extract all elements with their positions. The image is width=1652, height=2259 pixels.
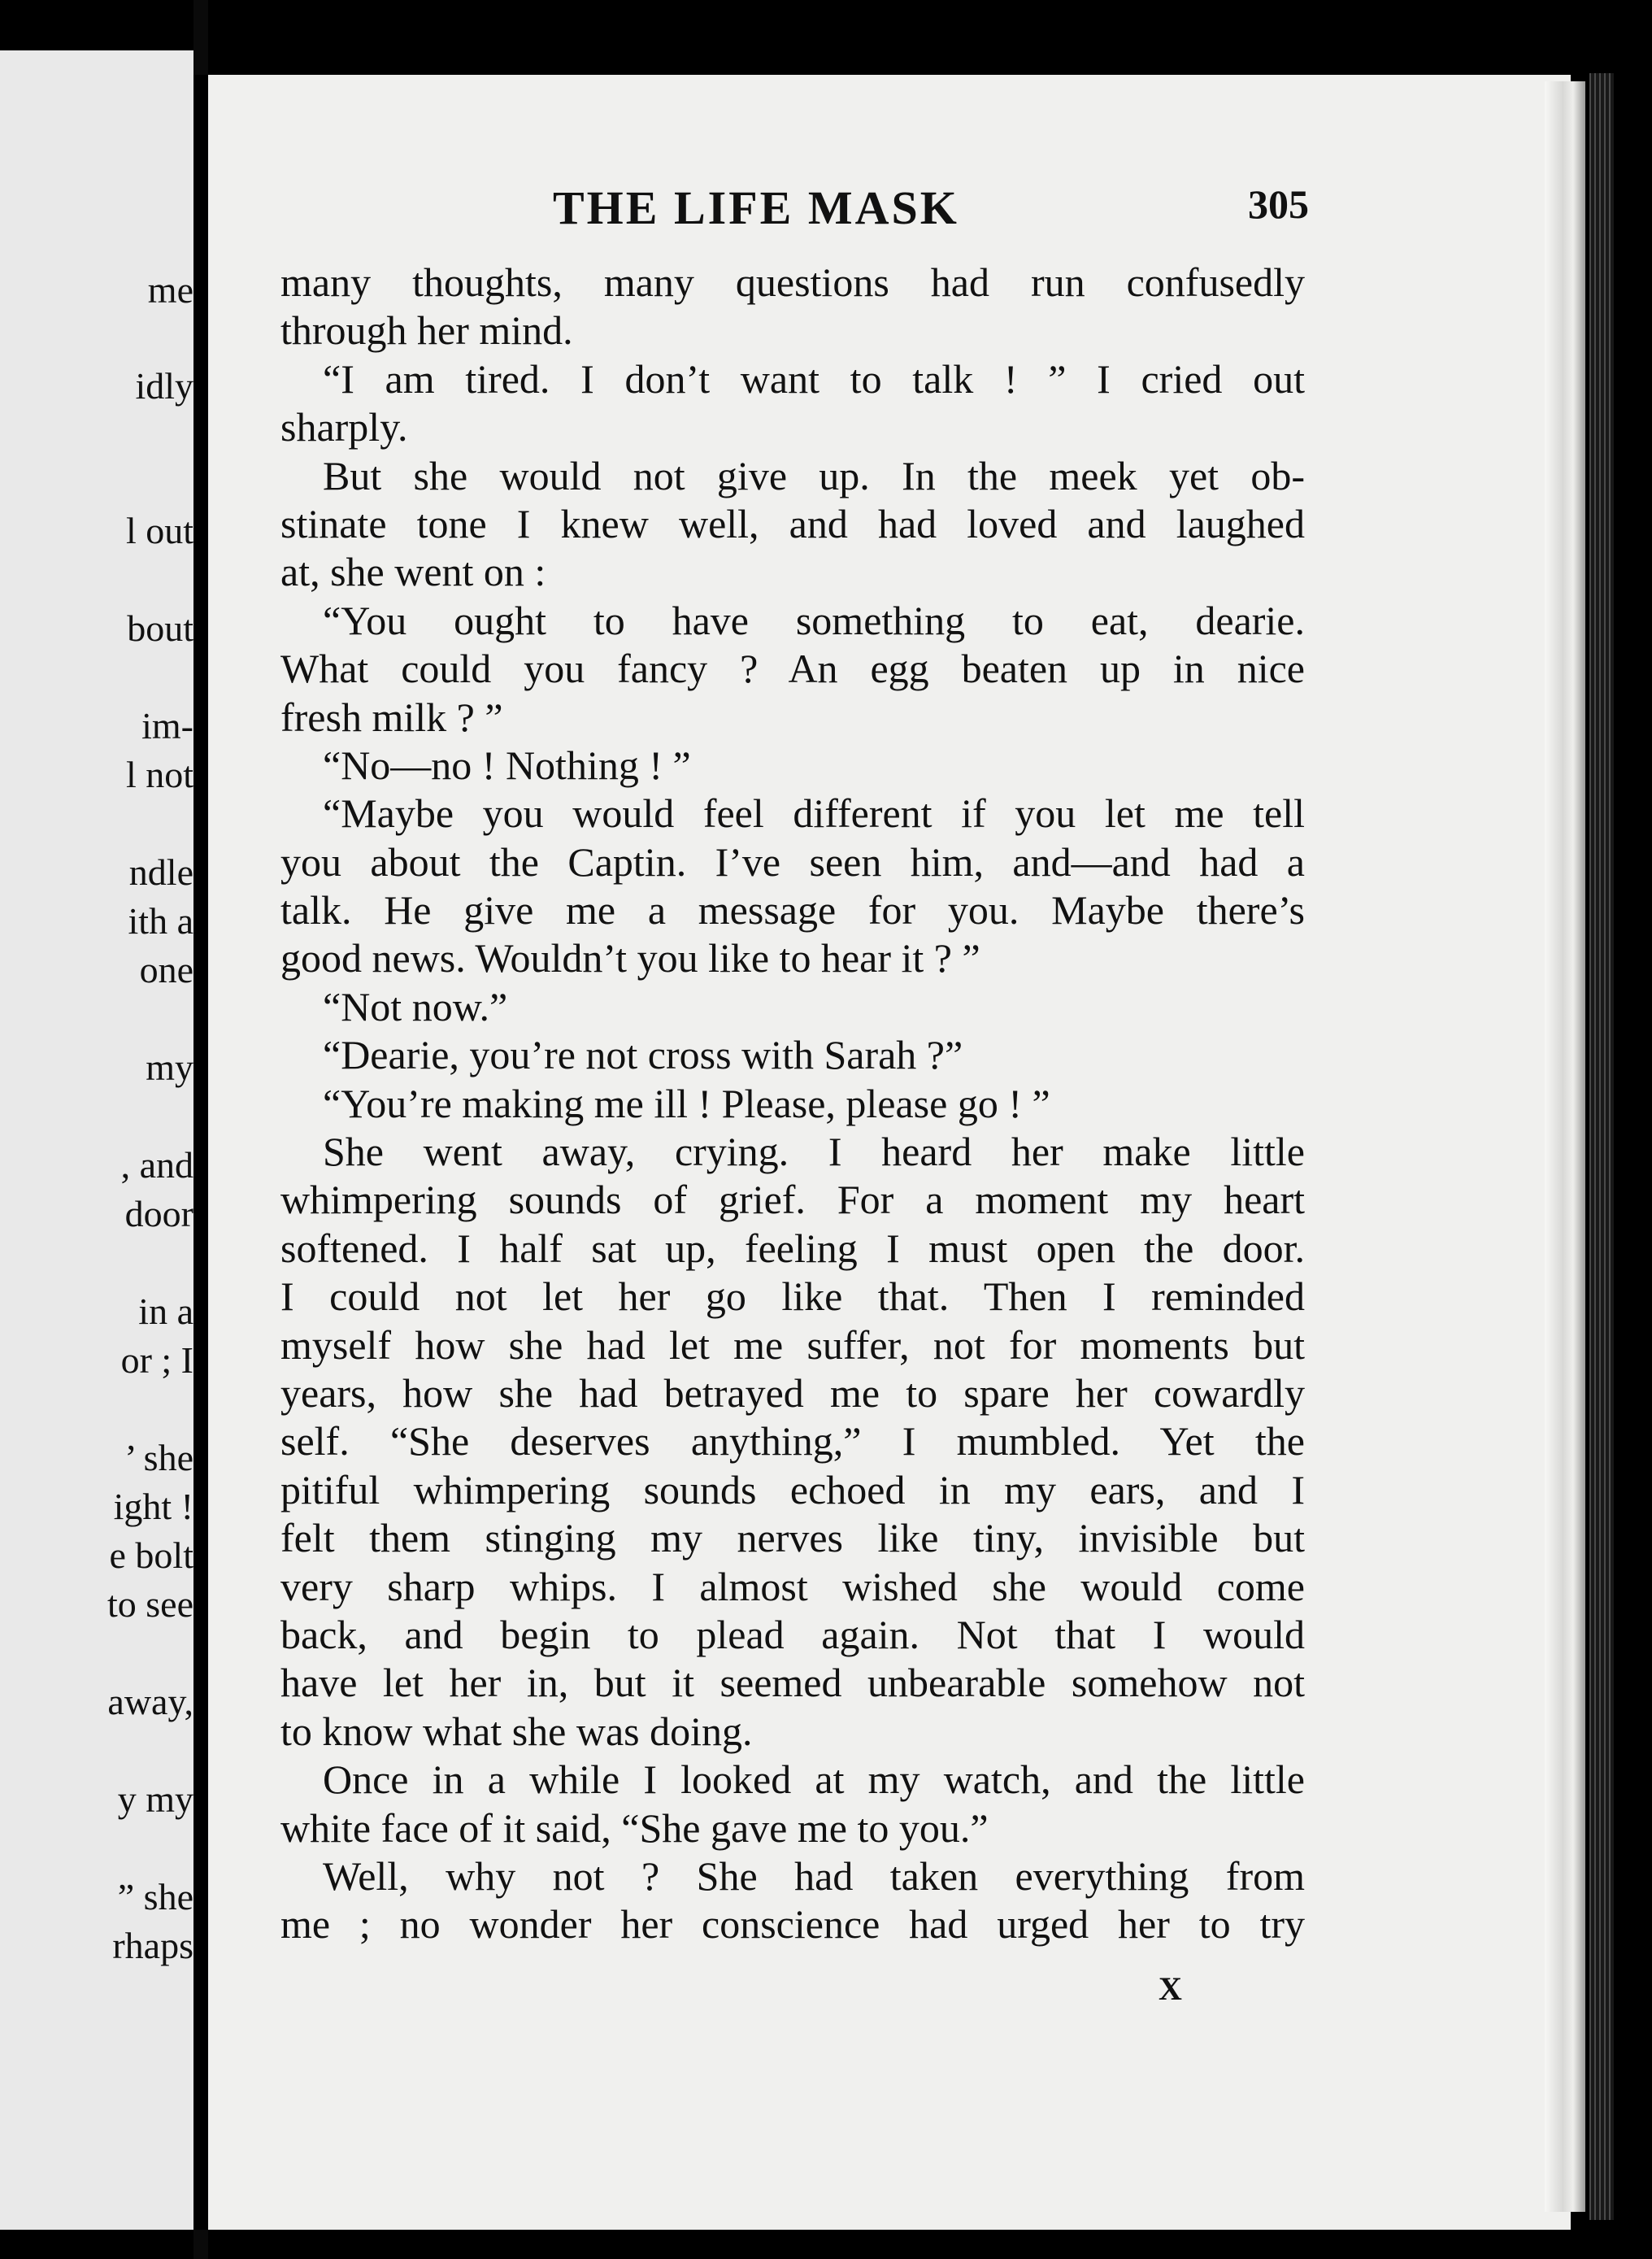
- signature-mark: X: [1159, 1970, 1182, 2007]
- text-line: “I am tired. I don’t want to talk ! ” I cried out: [323, 355, 1305, 402]
- text-line: myself how she had let me suffer, not for moments but: [280, 1321, 1305, 1368]
- text-line: I could not let her go like that. Then I reminded: [280, 1273, 1305, 1320]
- facing-page-line: ” she: [117, 1876, 193, 1917]
- text-line: to know what she was doing.: [280, 1708, 753, 1754]
- page-number: 305: [1248, 181, 1309, 227]
- book-edge-lines: [1589, 73, 1614, 2220]
- text-line: talk. He give me a message for you. Maybe there’s: [280, 887, 1305, 934]
- text-line: softened. I half sat up, feeling I must open the door.: [280, 1225, 1305, 1271]
- facing-page-line: rhaps: [112, 1925, 193, 1966]
- text-line: good news. Wouldn’t you like to hear it ? ”: [280, 935, 980, 982]
- facing-page-line: ’ she: [124, 1437, 193, 1478]
- text-line: many thoughts, many questions had run confusedly: [280, 259, 1305, 305]
- text-line: whimpering sounds of grief. For a moment my heart: [280, 1177, 1305, 1223]
- text-line: Well, why not ? She had taken everything from: [323, 1852, 1305, 1899]
- text-line: Once in a while I looked at my watch, and the little: [323, 1756, 1305, 1803]
- text-line: She went away, crying. I heard her make little: [323, 1129, 1305, 1175]
- text-line: “Dearie, you’re not cross with Sarah ?”: [323, 1032, 963, 1078]
- text-line: But she would not give up. In the meek yet ob-: [323, 452, 1305, 498]
- facing-page-line: my: [146, 1047, 193, 1088]
- text-line: “You’re making me ill ! Please, please go ! ”: [323, 1080, 1050, 1126]
- facing-page-line: ight !: [113, 1486, 193, 1527]
- text-line: “No—no ! Nothing ! ”: [323, 742, 691, 788]
- text-line: felt them stinging my nerves like tiny, invisible but: [280, 1515, 1305, 1561]
- facing-page-line: to see: [107, 1583, 193, 1625]
- page-header: [553, 181, 1309, 237]
- text-line: through her mind.: [280, 307, 573, 354]
- facing-page: [0, 50, 195, 2230]
- facing-page-line: l not: [125, 754, 193, 795]
- page-edge: [1545, 81, 1585, 2212]
- facing-page-line: bout: [127, 607, 193, 649]
- text-line: years, how she had betrayed me to spare her cowardly: [280, 1369, 1305, 1416]
- facing-page-line: idly: [135, 365, 193, 407]
- text-line: What could you fancy ? An egg beaten up in nice: [280, 646, 1305, 692]
- text-line: back, and begin to plead again. Not that I would: [280, 1611, 1305, 1657]
- facing-page-line: im-: [141, 705, 193, 746]
- text-line: “Maybe you would feel different if you let me tell: [323, 790, 1305, 837]
- facing-page-line: in a: [138, 1291, 193, 1332]
- facing-page-line: e bolt: [109, 1534, 193, 1576]
- running-title: THE LIFE MASK: [553, 181, 959, 234]
- text-line: white face of it said, “She gave me to you.”: [280, 1804, 989, 1851]
- text-line: me ; no wonder her conscience had urged her to try: [280, 1901, 1305, 1948]
- text-line: have let her in, but it seemed unbearable somehow not: [280, 1660, 1305, 1706]
- facing-page-line: or ; I: [120, 1339, 193, 1381]
- facing-page-line: y my: [117, 1778, 193, 1820]
- facing-page-line: l out: [125, 510, 193, 551]
- body-text: [280, 259, 1305, 1949]
- text-line: pitiful whimpering sounds echoed in my ears, and I: [280, 1466, 1305, 1513]
- text-line: self. “She deserves anything,” I mumbled. Yet the: [280, 1418, 1305, 1465]
- facing-page-line: , and: [120, 1144, 193, 1186]
- text-line: “Not now.”: [323, 983, 508, 1029]
- text-line: you about the Captin. I’ve seen him, and—and had a: [280, 838, 1305, 885]
- text-line: sharply.: [280, 404, 408, 450]
- facing-page-line: door: [124, 1193, 193, 1234]
- facing-page-line: one: [139, 949, 193, 990]
- facing-page-line: ith a: [128, 900, 193, 942]
- text-line: “You ought to have something to eat, dearie.: [323, 597, 1305, 643]
- text-line: fresh milk ? ”: [280, 694, 503, 740]
- text-line: at, she went on :: [280, 549, 546, 595]
- text-line: stinate tone I knew well, and had loved and laughed: [280, 500, 1305, 546]
- facing-page-line: ndle: [128, 851, 193, 893]
- text-line: very sharp whips. I almost wished she would come: [280, 1563, 1305, 1609]
- facing-page-line: away,: [107, 1681, 193, 1722]
- facing-page-line: me: [147, 269, 193, 311]
